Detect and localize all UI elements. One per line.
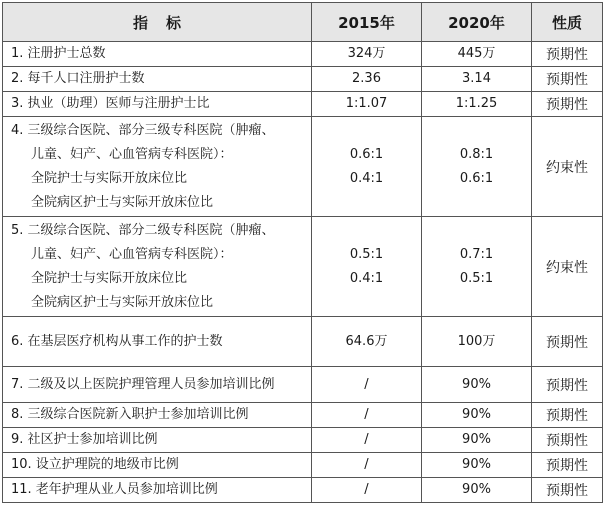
- value-2015-cell: 2.36: [312, 67, 422, 92]
- value-2015-cell: /: [312, 367, 422, 403]
- value-2015-cell: 1:1.07: [312, 92, 422, 117]
- nature-cell: 预期性: [532, 317, 603, 367]
- nature-cell: 预期性: [532, 92, 603, 117]
- table-row: [3, 317, 603, 367]
- value-2020-cell: 100万: [422, 317, 532, 367]
- nature-cell: 约束性: [532, 117, 603, 217]
- indicator-cell: 7. 二级及以上医院护理管理人员参加培训比例: [3, 367, 312, 403]
- value-2015-cell: /: [312, 478, 422, 503]
- value-2015-cell: /: [312, 453, 422, 478]
- table-row: [3, 428, 603, 453]
- indicator-subitem: 全院护士与实际开放床位比: [31, 170, 188, 186]
- indicator-subitem: 全院病区护士与实际开放床位比: [31, 194, 214, 210]
- table-row: [3, 92, 603, 117]
- indicator-line: 儿童、妇产、心血管病专科医院）：: [31, 246, 233, 262]
- value-line: 0.4:1: [349, 270, 384, 286]
- value-2020-cell: 1:1.25: [422, 92, 532, 117]
- indicator-line: 儿童、妇产、心血管病专科医院）：: [31, 146, 233, 162]
- table-row: [3, 42, 603, 67]
- table-row: [3, 478, 603, 503]
- nature-cell: 预期性: [532, 67, 603, 92]
- indicator-cell: 11. 老年护理从业人员参加培训比例: [3, 478, 312, 503]
- value-2015-cell: 64.6万: [312, 317, 422, 367]
- value-2020-cell: 90%: [422, 428, 532, 453]
- indicator-table: [2, 2, 603, 503]
- value-2020-cell: 445万: [422, 42, 532, 67]
- indicator-cell: 3. 执业（助理）医师与注册护士比: [3, 92, 312, 117]
- indicator-cell: 10. 设立护理院的地级市比例: [3, 453, 312, 478]
- value-2020-cell: [422, 217, 532, 317]
- indicator-cell: [3, 117, 312, 217]
- value-2020-cell: 90%: [422, 453, 532, 478]
- value-2020-cell: [422, 117, 532, 217]
- table-header-row: [3, 3, 603, 42]
- header-nature: 性质: [532, 3, 603, 42]
- header-indicator: 指标: [3, 3, 312, 42]
- value-2015-cell: /: [312, 403, 422, 428]
- nature-cell: 预期性: [532, 42, 603, 67]
- value-line: 0.6:1: [349, 146, 384, 162]
- value-2020-cell: 3.14: [422, 67, 532, 92]
- indicator-cell: [3, 217, 312, 317]
- value-line: 0.8:1: [459, 146, 494, 162]
- indicator-line: 5. 二级综合医院、部分二级专科医院（肿瘤、: [11, 222, 275, 238]
- indicator-cell: 9. 社区护士参加培训比例: [3, 428, 312, 453]
- indicator-subitem: 全院护士与实际开放床位比: [31, 270, 188, 286]
- value-2015-cell: 324万: [312, 42, 422, 67]
- value-line: 0.7:1: [459, 246, 494, 262]
- indicator-cell: 1. 注册护士总数: [3, 42, 312, 67]
- indicator-cell: 6. 在基层医疗机构从事工作的护士数: [3, 317, 312, 367]
- value-line: 0.4:1: [349, 170, 384, 186]
- value-line: 0.5:1: [459, 270, 494, 286]
- nature-cell: 预期性: [532, 403, 603, 428]
- table-row: [3, 67, 603, 92]
- value-line: 0.6:1: [459, 170, 494, 186]
- value-2020-cell: 90%: [422, 367, 532, 403]
- value-2015-cell: /: [312, 428, 422, 453]
- table-row: [3, 403, 603, 428]
- nature-cell: 预期性: [532, 453, 603, 478]
- indicator-cell: 2. 每千人口注册护士数: [3, 67, 312, 92]
- table-row: [3, 453, 603, 478]
- indicator-subitem: 全院病区护士与实际开放床位比: [31, 294, 214, 310]
- value-2020-cell: 90%: [422, 478, 532, 503]
- value-2015-cell: [312, 117, 422, 217]
- value-line: 0.5:1: [349, 246, 384, 262]
- indicator-cell: 8. 三级综合医院新入职护士参加培训比例: [3, 403, 312, 428]
- nature-cell: 预期性: [532, 478, 603, 503]
- header-2015: 2015年: [312, 3, 422, 42]
- nature-cell: 预期性: [532, 367, 603, 403]
- table-row: [3, 217, 603, 317]
- table-row: [3, 117, 603, 217]
- table-row: [3, 367, 603, 403]
- nature-cell: 预期性: [532, 428, 603, 453]
- value-2015-cell: [312, 217, 422, 317]
- value-2020-cell: 90%: [422, 403, 532, 428]
- header-2020: 2020年: [422, 3, 532, 42]
- indicator-line: 4. 三级综合医院、部分三级专科医院（肿瘤、: [11, 122, 275, 138]
- nature-cell: 约束性: [532, 217, 603, 317]
